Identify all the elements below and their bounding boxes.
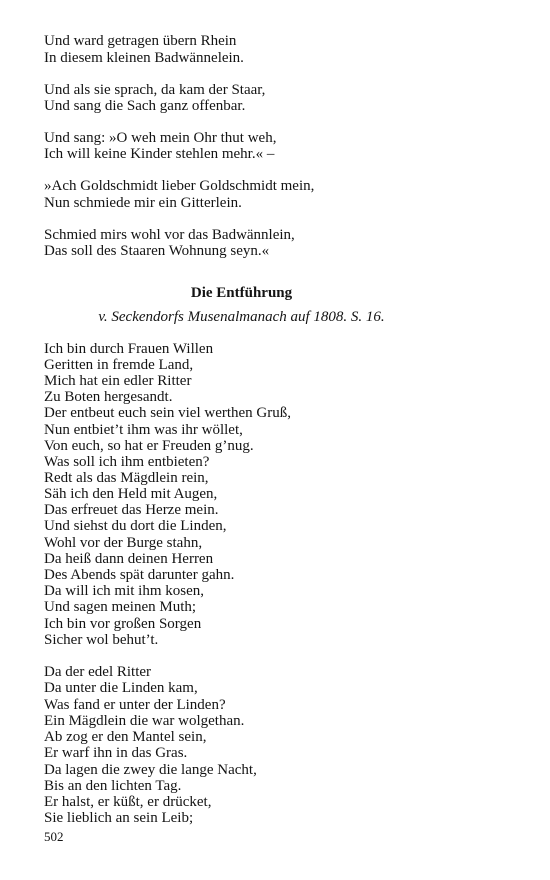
verse-line: Er halst, er küßt, er drücket,: [44, 794, 212, 810]
verse-line: Nun schmiede mir ein Gitterlein.: [44, 195, 242, 211]
verse-line: Wohl vor der Burge stahn,: [44, 535, 203, 551]
verse-line: Was fand er unter der Linden?: [44, 697, 226, 713]
verse-line: Nun entbiet’t ihm was ihr wöllet,: [44, 422, 243, 438]
verse-line: Säh ich den Held mit Augen,: [44, 486, 218, 502]
verse-line: Ab zog er den Mantel sein,: [44, 729, 207, 745]
page-number: 502: [44, 829, 64, 844]
verse-line: Er warf ihn in das Gras.: [44, 745, 188, 761]
verse-line: Und sang: »O weh mein Ohr thut weh,: [44, 130, 277, 146]
verse-line: Ein Mägdlein die war wolgethan.: [44, 713, 245, 729]
verse-line: Da will ich mit ihm kosen,: [44, 583, 204, 599]
verse-line: Und ward getragen übern Rhein: [44, 33, 237, 49]
poem-title: Die Entführung: [190, 285, 293, 301]
verse-line: Da der edel Ritter: [44, 664, 152, 680]
verse-line: »Ach Goldschmidt lieber Goldschmidt mein,: [44, 178, 315, 194]
verse-line: Und siehst du dort die Linden,: [44, 518, 227, 534]
verse-line: Das erfreuet das Herze mein.: [44, 502, 219, 518]
verse-line: Geritten in fremde Land,: [44, 357, 194, 373]
verse-line: Und sang die Sach ganz offenbar.: [44, 98, 246, 114]
verse-line: Da heiß dann deinen Herren: [44, 551, 214, 567]
verse-line: Ich will keine Kinder stehlen mehr.« –: [44, 146, 275, 162]
verse-line: Zu Boten hergesandt.: [44, 389, 173, 405]
verse-line: Und sagen meinen Muth;: [44, 599, 197, 615]
verse-line: Von euch, so hat er Freuden g’nug.: [44, 438, 254, 454]
verse-line: Und als sie sprach, da kam der Staar,: [44, 82, 266, 98]
verse-line: Da unter die Linden kam,: [44, 680, 198, 696]
verse-line: Des Abends spät darunter gahn.: [44, 567, 235, 583]
verse-line: Schmied mirs wohl vor das Badwännlein,: [44, 227, 295, 243]
verse-line: Ich bin durch Frauen Willen: [44, 341, 214, 357]
verse-line: Da lagen die zwey die lange Nacht,: [44, 762, 257, 778]
verse-line: Redt als das Mägdlein rein,: [44, 470, 209, 486]
verse-line: Ich bin vor großen Sorgen: [44, 616, 202, 632]
verse-line: Was soll ich ihm entbieten?: [44, 454, 210, 470]
verse-line: Sie lieblich an sein Leib;: [44, 810, 194, 826]
verse-line: Mich hat ein edler Ritter: [44, 373, 192, 389]
verse-line: Das soll des Staaren Wohnung seyn.«: [44, 243, 270, 259]
poem-source: v. Seckendorfs Musenalmanach auf 1808. S. 16.: [98, 309, 385, 325]
verse-line: Bis an den lichten Tag.: [44, 778, 182, 794]
verse-line: In diesem kleinen Badwännelein.: [44, 50, 244, 66]
verse-line: Sicher wol behut’t.: [44, 632, 159, 648]
verse-line: Der entbeut euch sein viel werthen Gruß,: [44, 405, 291, 421]
